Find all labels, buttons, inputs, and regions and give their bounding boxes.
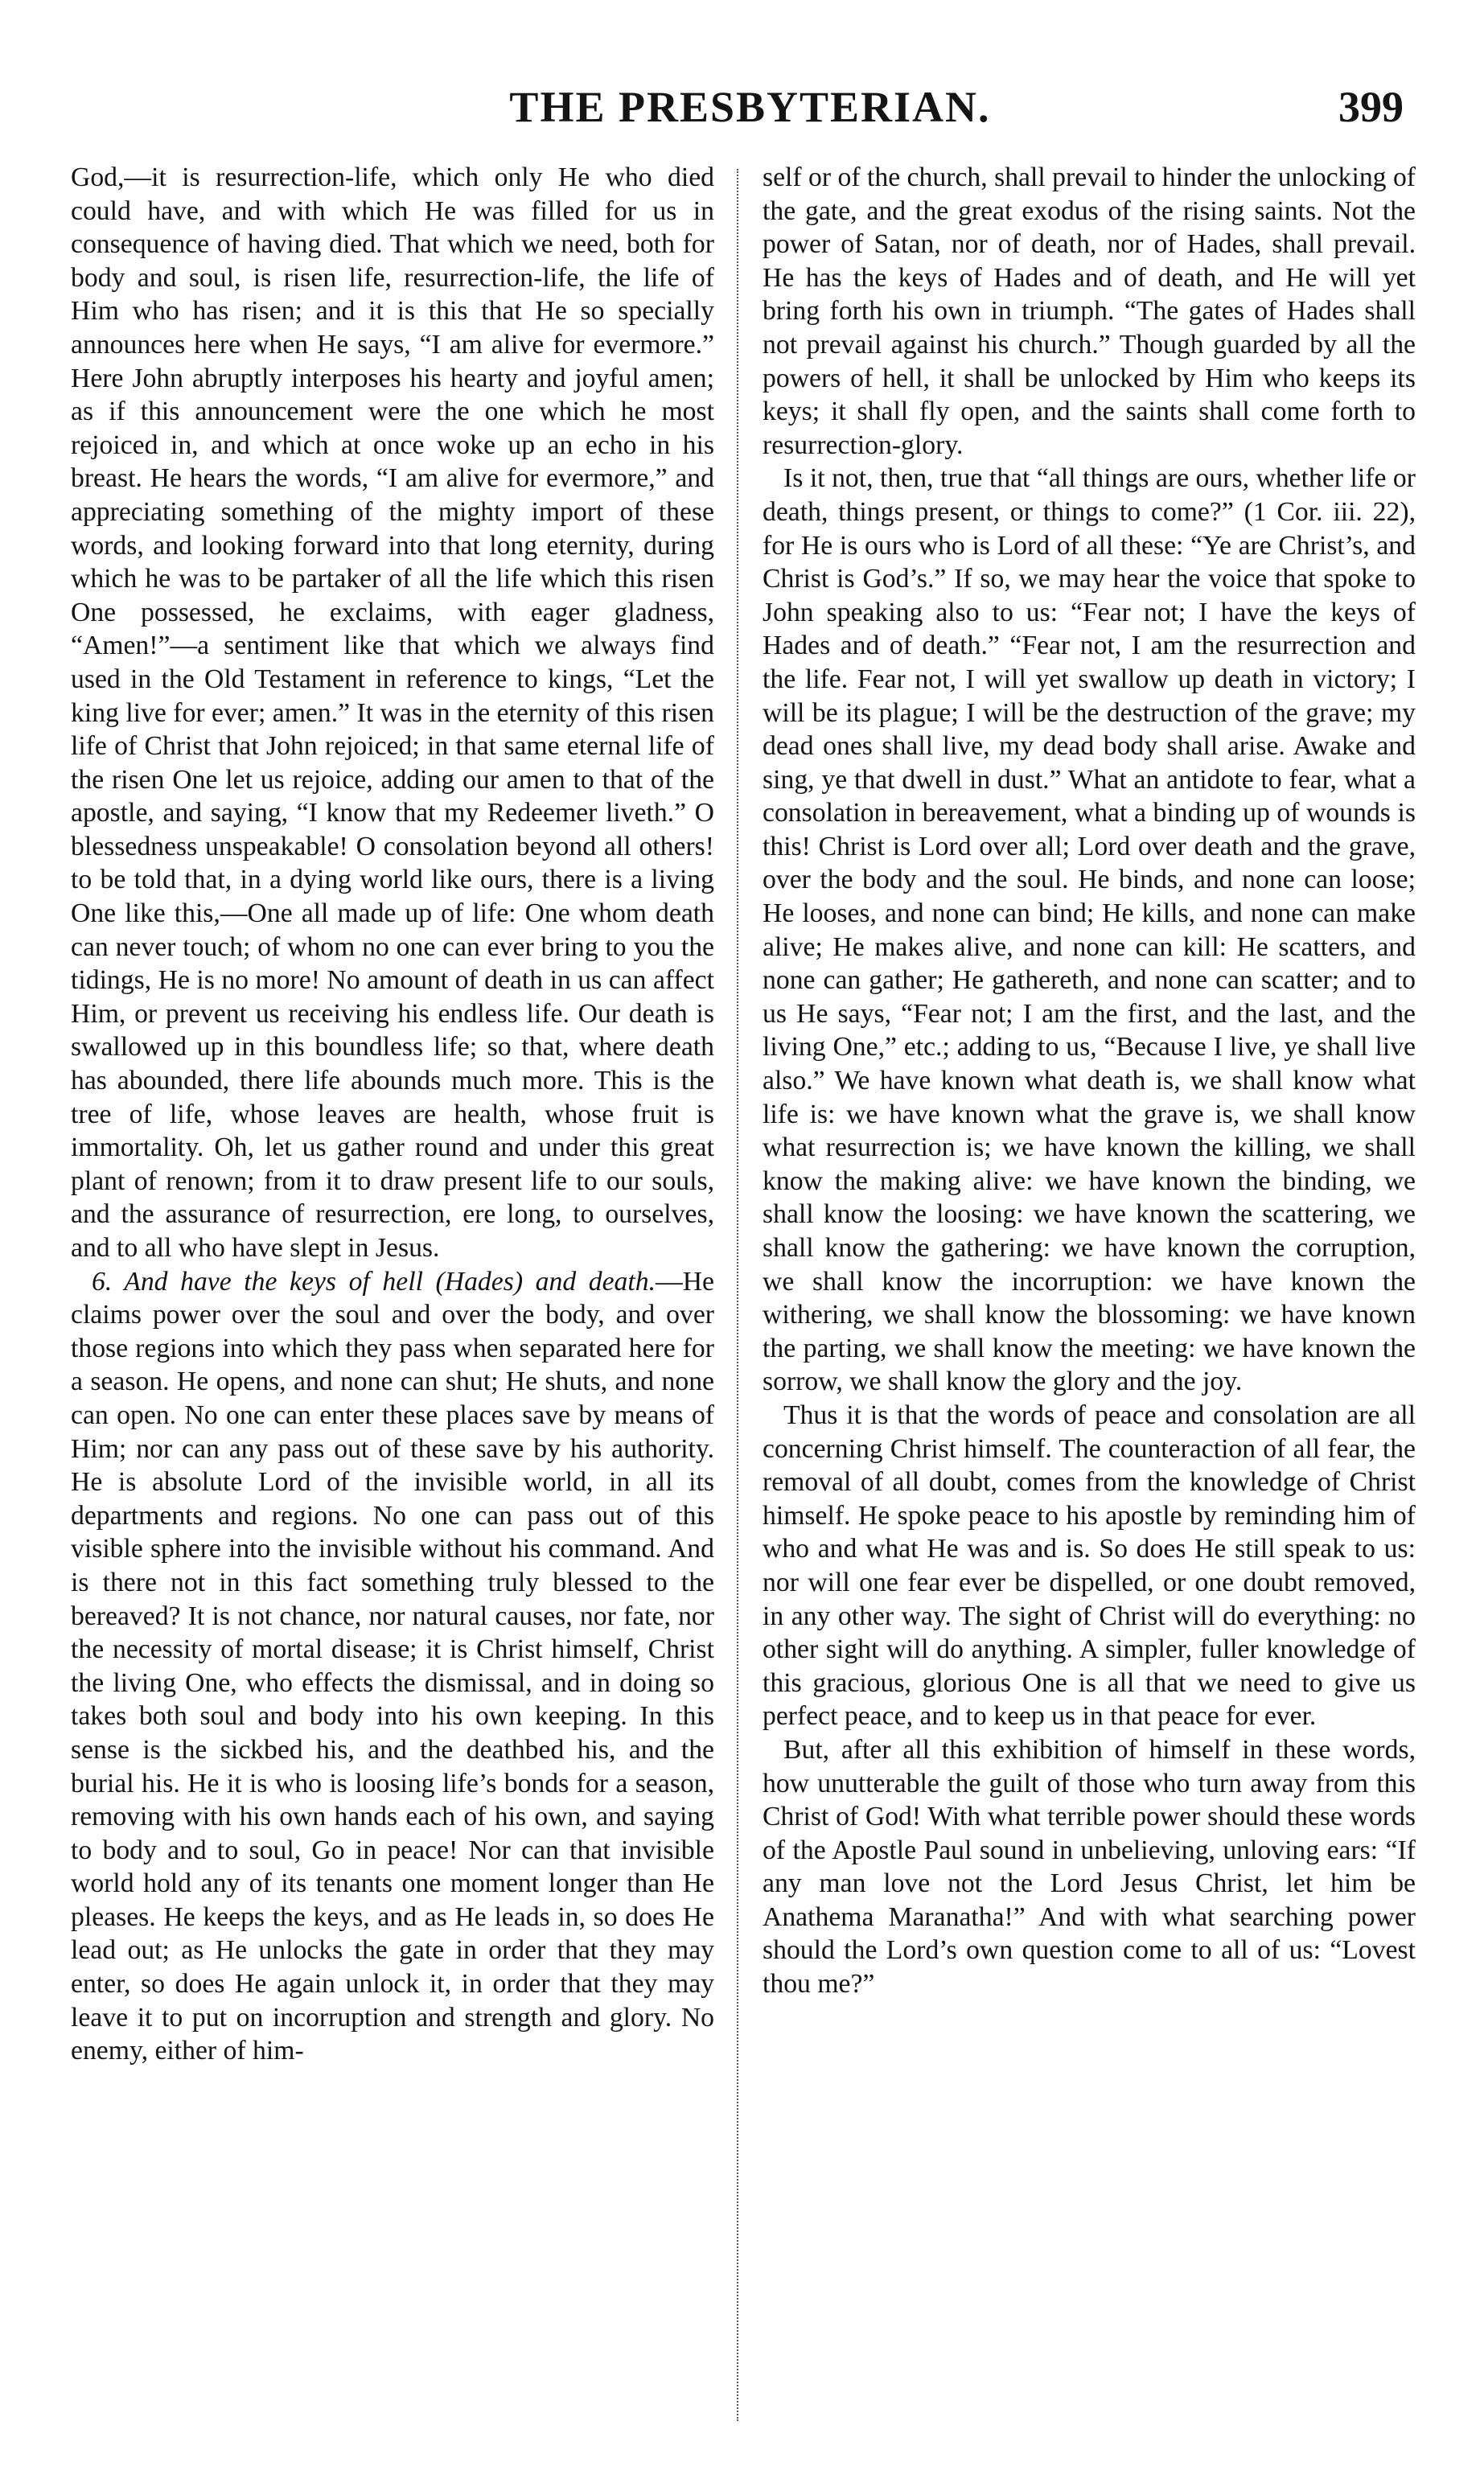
paragraph-guilt-of-unbelief: But, after all this exhibition of himself in these words, how unutterable the guilt of those who turn away from this Christ of God! With what terrible power should these words of the Apostle Paul sound in unbelieving, unloving ears: “If any man love not the Lord Jesus Christ, let him be Anathema Maranatha!” And with what searching power should the Lord’s own question come to all of us: “Lovest thou me?” <box>763 1734 1416 2000</box>
right-column <box>763 161 1416 2429</box>
column-divider <box>737 169 738 2421</box>
paragraph-words-of-peace: Thus it is that the words of peace and consolation are all concerning Christ himself. The counteraction of all fear, the removal of all doubt, comes from the knowledge of Christ himself. He spoke peace to his apostle by reminding him of who and what He was and is. So does He still speak to us: nor will one fear ever be dispelled, or one doubt removed, in any other way. The sight of Christ will do everything: no other sight will do anything. A simpler, fuller knowledge of this gracious, glorious One is all that we need to give us perfect peace, and to keep us in that peace for ever. <box>763 1400 1416 1732</box>
page-number: 399 <box>1338 83 1404 131</box>
left-column <box>71 161 714 2429</box>
paragraph-continued: God,—it is resurrection-life, which only He who died could have, and with which He was filled for us in consequence of having died. That which we need, both for body and soul, is risen life, resurrection-life, the life of Him who has risen; and it is this that He so specially announces here when He says, “I am alive for evermore.” Here John abruptly interposes his hearty and joyful amen; as if this announcement were the one which he most rejoiced in, and which at once woke up an echo in his breast. He hears the words, “I am alive for evermore,” and appreciating something of the mighty import of these words, and looking forward into that long eternity, during which he was to be partaker of all the life which this risen One possessed, he exclaims, with eager gladness, “Amen!”—a sentiment like that which we always find used in the Old Testament in reference to kings, “Let the king live for ever; amen.” It was in the eternity of this risen life of Christ that John rejoiced; in that same eternal life of the risen One let us rejoice, adding our amen to that of the apostle, and saying, “I know that my Redeemer liveth.” O blessedness unspeakable! O consolation beyond all others! to be told that, in a dying world like ours, there is a living One like this,—One all made up of life: One whom death can never touch; of whom no one can ever bring to you the tidings, He is no more! No amount of death in us can affect Him, or prevent us receiving his endless life. Our death is swallowed up in this boundless life; so that, where death has abounded, there life abounds much more. This is the tree of life, whose leaves are health, whose fruit is immortality. Oh, let us gather round and under this great plant of renown; from it to draw present life to our souls, and the assurance of resurrection, ere long, to ourselves, and to all who have slept in Jesus. <box>71 162 714 1263</box>
running-head <box>48 74 1452 138</box>
paragraph-continued: self or of the church, shall prevail to hinder the unlocking of the gate, and the great exodus of the rising saints. Not the power of Satan, nor of death, nor of Hades, shall prevail. He has the keys of Hades and of death, and He will yet bring forth his own in triumph. “The gates of Hades shall not prevail against his church.” Though guarded by all the powers of hell, it shall be unlocked by Him who keeps its keys; it shall fly open, and the saints shall come forth to resurrection-glory. <box>763 162 1416 460</box>
paragraph-keys-of-hades <box>71 1265 714 2068</box>
section-heading: 6. And have the keys of hell (Hades) and death. <box>92 1266 656 1297</box>
paragraph-body: —He claims power over the soul and over the body, and over those regions into which they pass when separated here for a season. He opens, and none can shut; He shuts, and none can open. No one can enter these places save by means of Him; nor can any pass out of these save by his authority. He is absolute Lord of the invisible world, in all its departments and regions. No one can pass out of this visible sphere into the invisible without his command. And is there not in this fact something truly blessed to the bereaved? It is not chance, nor natural causes, nor fate, nor the necessity of mortal disease; it is Christ himself, Christ the living One, who effects the dismissal, and in doing so takes both soul and body into his own keeping. In this sense is the sickbed his, and the deathbed his, and the burial his. He it is who is loosing life’s bonds for a season, removing with his own hands each of his own, and saying to body and to soul, Go in peace! Nor can that invisible world hold any of its tenants one moment longer than He pleases. He keeps the keys, and as He leads in, so does He lead out; as He unlocks the gate in order that they may enter, so does He again unlock it, in order that they may leave it to put on incorruption and strength and glory. No enemy, either of him- <box>71 1266 714 2066</box>
paragraph-all-things-ours: Is it not, then, true that “all things are ours, whether life or death, things present, or things to come?” (1 Cor. iii. 22), for He is ours who is Lord of all these: “Ye are Christ’s, and Christ is God’s.” If so, we may hear the voice that spoke to John speaking also to us: “Fear not; I have the keys of Hades and of death.” “Fear not, I am the resurrection and the life. Fear not, I will yet swallow up death in victory; I will be its plague; I will be the destruction of the grave; my dead ones shall live, my dead body shall arise. Awake and sing, ye that dwell in dust.” What an antidote to fear, what a consolation in bereavement, what a binding up of wounds is this! Christ is Lord over all; Lord over death and the grave, over the body and the soul. He binds, and none can loose; He looses, and none can bind; He kills, and none can make alive; He makes alive, and none can kill: He scatters, and none can gather; He gathereth, and none can scatter; and to us He says, “Fear not; I am the first, and the last, and the living One,” etc.; adding to us, “Because I live, ye shall live also.” We have known what death is, we shall know what life is: we have known what the grave is, we shall know what resurrection is; we have known the killing, we shall know the making alive: we have known the binding, we shall know the loosing: we have known the scattering, we shall know the gathering: we have known the corruption, we shall know the incorruption: we have known the withering, we shall know the blossoming: we have known the parting, we shall know the meeting: we have known the sorrow, we shall know the glory and the joy. <box>763 463 1416 1397</box>
journal-title: THE PRESBYTERIAN. <box>509 83 991 131</box>
